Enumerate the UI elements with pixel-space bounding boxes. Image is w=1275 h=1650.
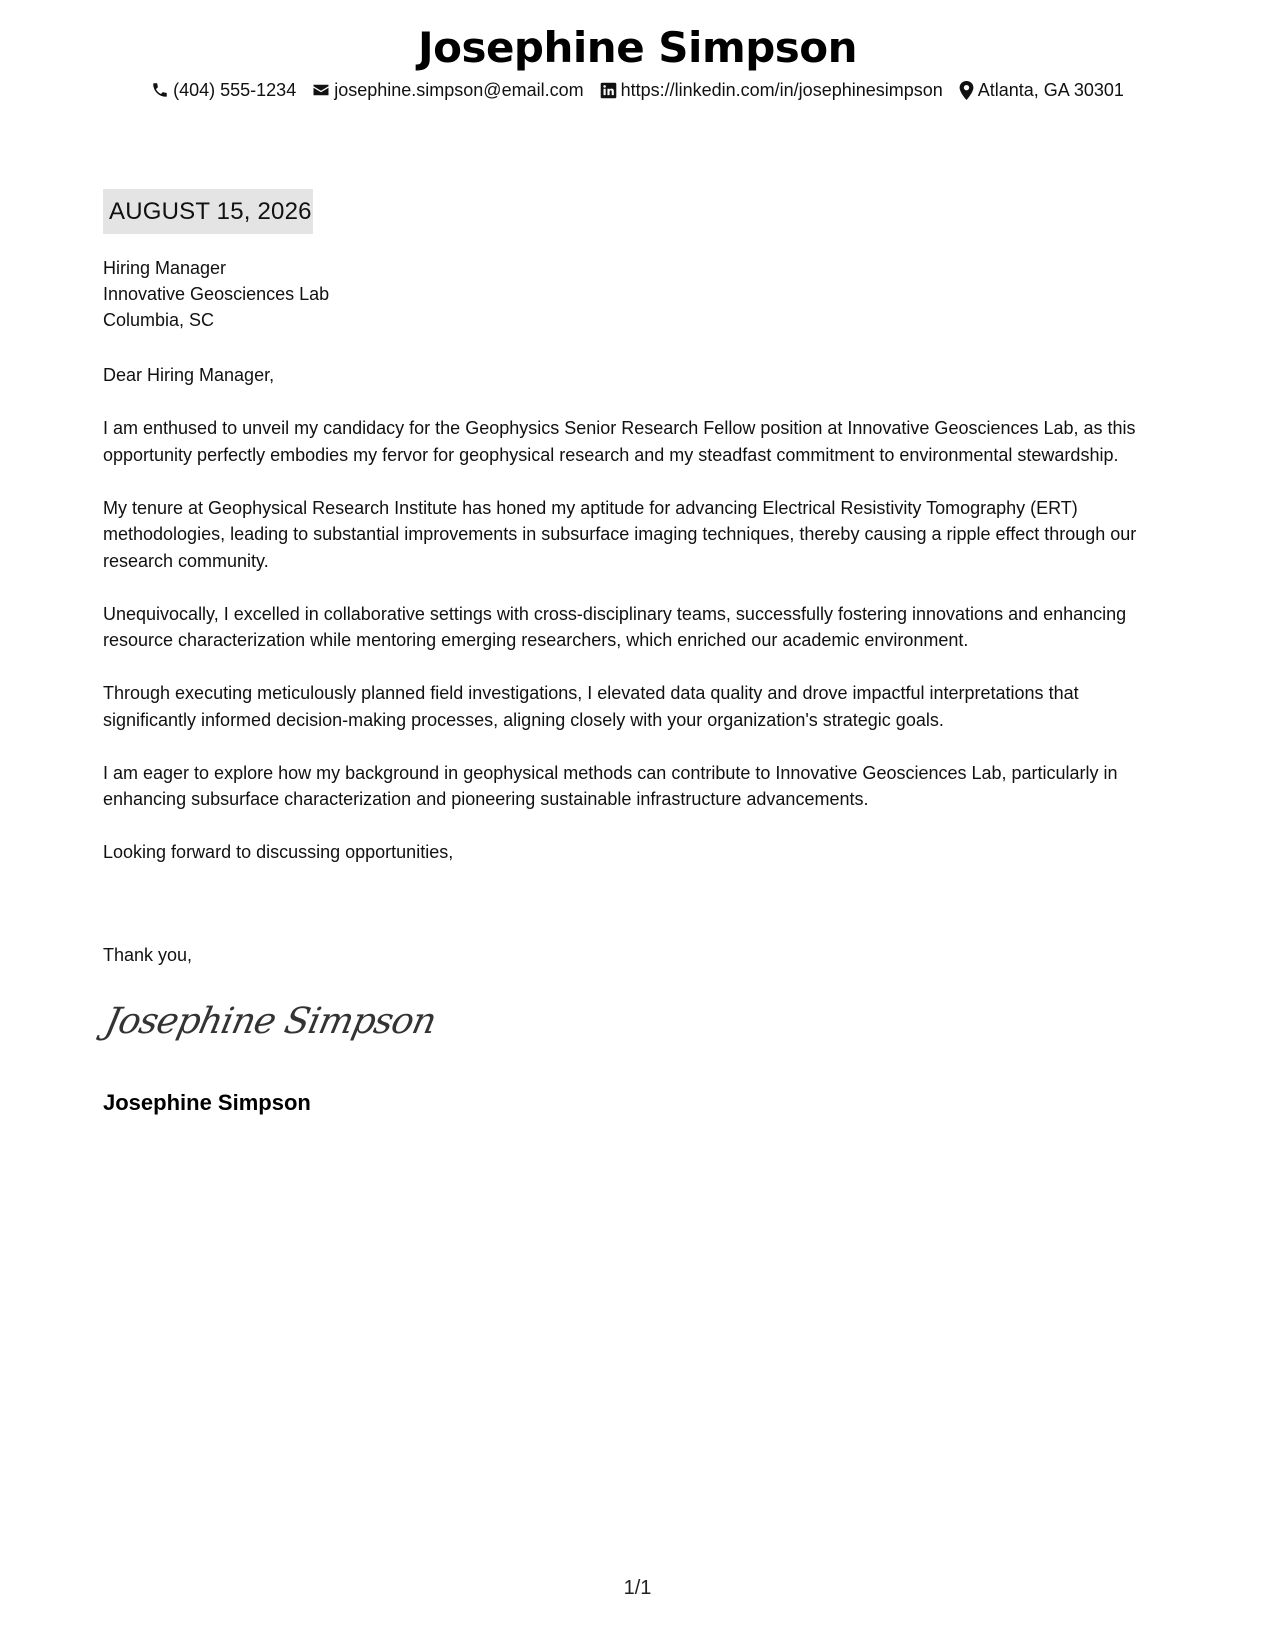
linkedin-icon [600, 82, 617, 99]
body-paragraph: Unequivocally, I excelled in collaborative settings with cross-disciplinary teams, successfully fostering innovations and enhancing resource characterization while mentoring emerging researchers, which enriched our academic environment. [103, 603, 1127, 650]
letter-body [103, 362, 1173, 866]
phone-icon [151, 81, 169, 99]
letter-date: AUGUST 15, 2026 [103, 189, 313, 234]
contact-email[interactable] [312, 78, 583, 102]
contact-bar [0, 78, 1275, 102]
map-marker-icon [959, 81, 974, 100]
body-paragraph: Through executing meticulously planned field investigations, I elevated data quality and drove impactful interpretations that significantly informed decision-making processes, aligning closely with your organization's strategic goals. [103, 683, 1079, 730]
recipient-location: Columbia, SC [103, 310, 215, 330]
body-paragraph: I am eager to explore how my background in geophysical methods can contribute to Innovative Geosciences Lab, particularly in enhancing subsurface characterization and pioneering sustainable infrastructure advancements. [103, 762, 1118, 809]
signature-image [100, 996, 440, 1048]
body-paragraph: I am enthused to unveil my candidacy for the Geophysics Senior Research Fellow position at Innovative Geosciences Lab, as this opportunity perfectly embodies my fervor for geophysical research and my steadfast commitment to environmental stewardship. [103, 418, 1136, 465]
recipient-organization: Innovative Geosciences Lab [103, 284, 330, 304]
recipient-block [103, 255, 329, 333]
body-paragraph: My tenure at Geophysical Research Institute has honed my aptitude for advancing Electrical Resistivity Tomography (ERT) methodologies, leading to substantial improvements in subsurface imaging techniques, thereby causing a ripple effect through our research community. [103, 497, 1137, 571]
linkedin-text: https://linkedin.com/in/josephinesimpson [620, 80, 943, 100]
signoff-name: Josephine Simpson [103, 1090, 311, 1115]
envelope-icon [312, 81, 330, 99]
phone-text: (404) 555-1234 [173, 80, 297, 100]
closing-line: Looking forward to discussing opportunities, [103, 842, 454, 862]
contact-linkedin[interactable] [600, 78, 943, 102]
page-number: 1/1 [623, 1577, 652, 1599]
contact-phone[interactable] [151, 78, 296, 102]
thanks-line: Thank you, [103, 945, 193, 965]
location-text: Atlanta, GA 30301 [977, 80, 1124, 100]
salutation: Dear Hiring Manager, [103, 365, 275, 385]
applicant-name: Josephine Simpson [417, 23, 858, 72]
recipient-title: Hiring Manager [103, 258, 227, 278]
contact-location [959, 78, 1124, 102]
email-text: josephine.simpson@email.com [334, 80, 584, 100]
signature-text: Josephine Simpson [101, 1001, 440, 1042]
